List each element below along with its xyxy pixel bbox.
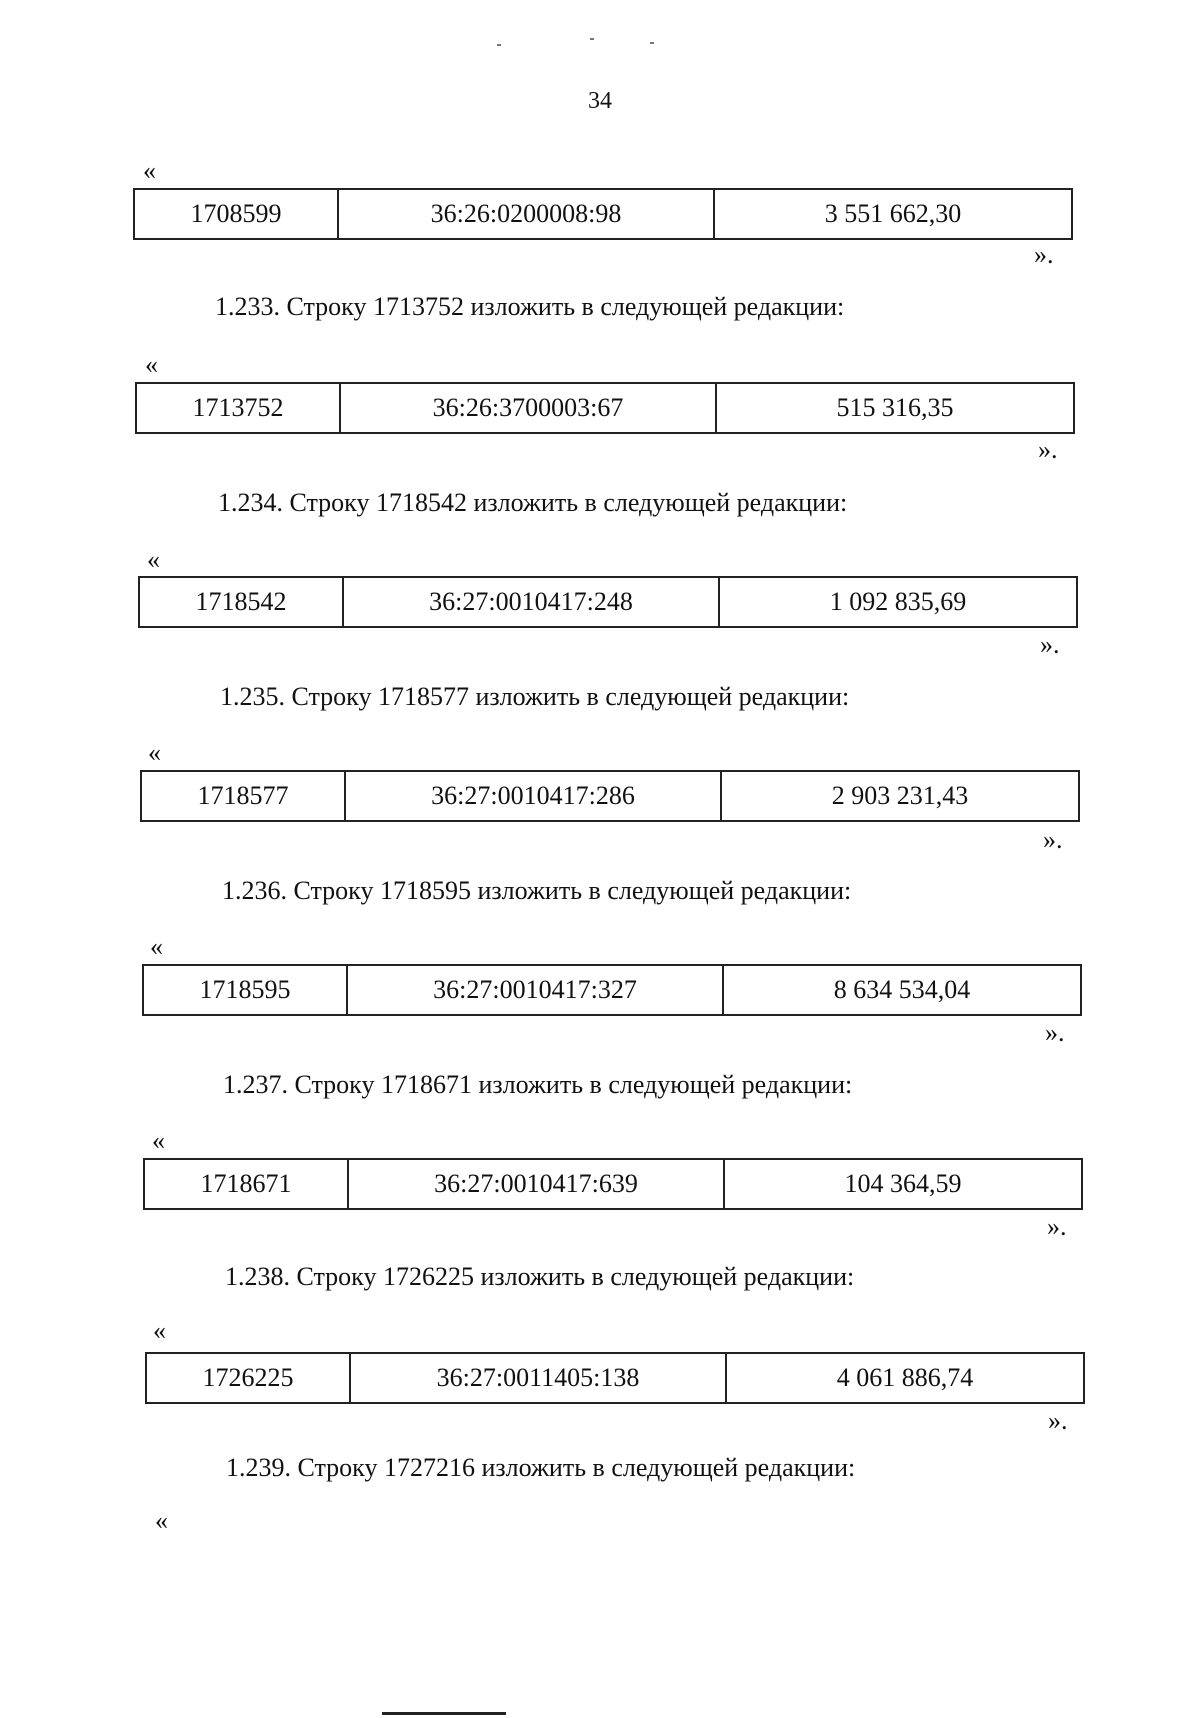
- section-heading: 1.237. Строку 1718671 изложить в следующей редакции:: [223, 1070, 853, 1099]
- open-quote: «: [145, 350, 158, 379]
- section-heading: 1.234. Строку 1718542 изложить в следующей редакции:: [218, 488, 848, 517]
- open-quote: «: [148, 738, 161, 767]
- section-heading: 1.238. Строку 1726225 изложить в следующей редакции:: [225, 1262, 855, 1291]
- row-code: 1726225: [147, 1354, 351, 1402]
- row-value: 8 634 534,04: [833, 975, 971, 1004]
- table-row: [143, 1158, 1083, 1210]
- scan-speck: [497, 44, 501, 46]
- close-quote: ».: [1040, 630, 1060, 659]
- section-heading: 1.239. Строку 1727216 изложить в следующей редакции:: [226, 1453, 856, 1482]
- row-value: 2 903 231,43: [831, 781, 969, 810]
- open-quote: «: [155, 1506, 168, 1535]
- row-value: 1 092 835,69: [829, 587, 967, 616]
- close-quote: ».: [1043, 825, 1063, 854]
- close-quote: ».: [1034, 240, 1054, 269]
- row-cadastral-number: 36:27:0010417:248: [344, 578, 720, 626]
- row-code: 1708599: [135, 190, 339, 238]
- section-heading: 1.236. Строку 1718595 изложить в следующей редакции:: [222, 876, 852, 905]
- table-row: [140, 770, 1080, 822]
- row-cadastral-number: 36:27:0010417:286: [346, 772, 722, 820]
- table-row: [133, 188, 1073, 240]
- row-value: 515 316,35: [836, 393, 954, 422]
- row-cadastral-number: 36:26:0200008:98: [339, 190, 715, 238]
- row-cadastral-number: 36:27:0010417:639: [349, 1160, 725, 1208]
- row-value: 4 061 886,74: [836, 1363, 974, 1392]
- row-cadastral-number: 36:26:3700003:67: [341, 384, 717, 432]
- close-quote: ».: [1047, 1212, 1067, 1241]
- close-quote: ».: [1045, 1018, 1065, 1047]
- close-quote: ».: [1038, 435, 1058, 464]
- row-code: 1713752: [137, 384, 341, 432]
- scan-speck: [590, 38, 594, 40]
- table-row: [142, 964, 1082, 1016]
- row-code: 1718671: [145, 1160, 349, 1208]
- close-quote: ».: [1048, 1406, 1068, 1435]
- table-row: [145, 1352, 1085, 1404]
- open-quote: «: [152, 1126, 165, 1155]
- section-heading: 1.235. Строку 1718577 изложить в следующей редакции:: [220, 682, 850, 711]
- table-row: [135, 382, 1075, 434]
- open-quote: «: [147, 545, 160, 574]
- row-code: 1718542: [140, 578, 344, 626]
- scan-speck: [650, 42, 654, 44]
- section-heading: 1.233. Строку 1713752 изложить в следующей редакции:: [215, 292, 845, 321]
- bottom-divider: [382, 1712, 506, 1715]
- row-value: 3 551 662,30: [824, 199, 962, 228]
- row-cadastral-number: 36:27:0011405:138: [351, 1354, 727, 1402]
- row-code: 1718595: [144, 966, 348, 1014]
- open-quote: «: [143, 156, 156, 185]
- row-code: 1718577: [142, 772, 346, 820]
- open-quote: «: [150, 932, 163, 961]
- table-row: [138, 576, 1078, 628]
- open-quote: «: [153, 1316, 166, 1345]
- row-value: 104 364,59: [844, 1169, 962, 1198]
- row-cadastral-number: 36:27:0010417:327: [348, 966, 724, 1014]
- page-number: 34: [588, 88, 612, 114]
